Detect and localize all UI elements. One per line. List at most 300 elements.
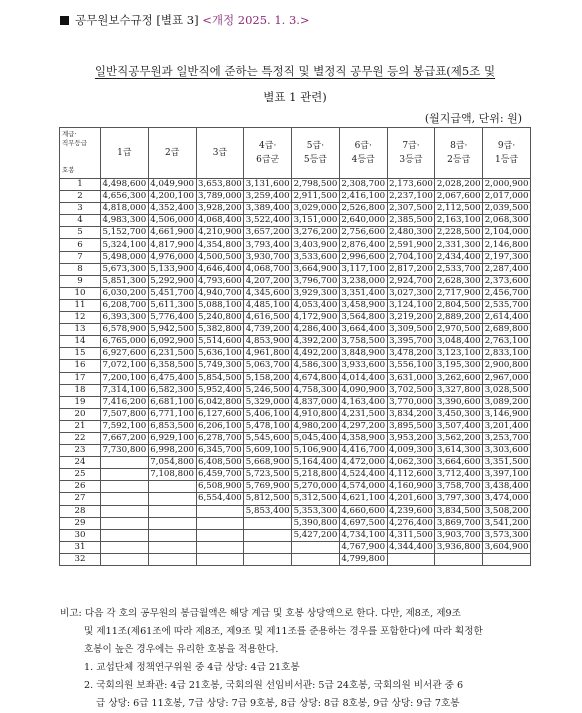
column-header: 1급 — [101, 128, 149, 179]
salary-cell — [196, 553, 244, 565]
salary-cell: 4,961,800 — [244, 348, 292, 360]
salary-cell — [196, 517, 244, 529]
salary-cell: 2,112,500 — [435, 203, 483, 215]
table-row — [60, 396, 531, 408]
salary-cell: 4,160,900 — [387, 481, 435, 493]
table-row — [60, 348, 531, 360]
unit-label: (월지급액, 단위: 원) — [424, 112, 522, 125]
salary-cell: 5,270,000 — [292, 481, 340, 493]
salary-cell: 3,262,600 — [435, 372, 483, 384]
step-cell: 20 — [60, 408, 101, 420]
salary-cell: 4,574,000 — [339, 481, 387, 493]
salary-cell: 4,646,400 — [196, 263, 244, 275]
column-header: 6급· 4등급 — [339, 128, 387, 179]
salary-cell: 4,090,900 — [339, 384, 387, 396]
salary-cell: 6,408,500 — [196, 457, 244, 469]
salary-cell: 5,427,200 — [292, 529, 340, 541]
salary-cell: 3,664,400 — [339, 324, 387, 336]
salary-cell: 3,131,600 — [244, 179, 292, 191]
salary-cell: 5,218,800 — [292, 469, 340, 481]
salary-cell: 5,133,900 — [148, 263, 196, 275]
salary-cell: 3,604,900 — [483, 541, 531, 553]
remarks-item-1: 1. 교섭단체 정책연구위원 중 4급 상당: 4급 21호봉 — [84, 662, 300, 673]
salary-cell: 6,927,600 — [101, 348, 149, 360]
salary-cell — [101, 457, 149, 469]
salary-cell: 4,472,000 — [339, 457, 387, 469]
salary-cell: 3,848,900 — [339, 348, 387, 360]
salary-cell: 3,928,200 — [196, 203, 244, 215]
salary-cell: 6,929,100 — [148, 432, 196, 444]
salary-cell: 5,406,100 — [244, 408, 292, 420]
step-cell: 14 — [60, 336, 101, 348]
salary-cell: 2,287,400 — [483, 263, 531, 275]
salary-cell: 6,582,300 — [148, 384, 196, 396]
step-cell: 15 — [60, 348, 101, 360]
salary-cell: 5,609,100 — [244, 445, 292, 457]
salary-cell: 4,616,500 — [244, 312, 292, 324]
table-row — [60, 251, 531, 263]
salary-cell: 3,556,100 — [387, 360, 435, 372]
step-cell: 16 — [60, 360, 101, 372]
salary-cell: 3,508,200 — [483, 505, 531, 517]
salary-cell: 3,450,300 — [435, 408, 483, 420]
salary-cell: 6,998,200 — [148, 445, 196, 457]
salary-cell: 4,201,600 — [387, 493, 435, 505]
step-cell: 3 — [60, 203, 101, 215]
salary-cell: 2,017,000 — [483, 191, 531, 203]
salary-cell: 7,416,200 — [101, 396, 149, 408]
salary-cell: 2,535,700 — [483, 299, 531, 311]
salary-cell: 4,276,400 — [387, 517, 435, 529]
salary-cell: 6,206,100 — [196, 420, 244, 432]
salary-cell: 3,758,700 — [435, 481, 483, 493]
step-cell: 9 — [60, 275, 101, 287]
salary-cell: 3,195,300 — [435, 360, 483, 372]
salary-cell: 3,507,400 — [435, 420, 483, 432]
salary-cell: 4,940,700 — [196, 287, 244, 299]
salary-cell: 4,818,000 — [101, 203, 149, 215]
salary-cell: 4,660,600 — [339, 505, 387, 517]
table-row — [60, 517, 531, 529]
salary-cell: 7,054,800 — [148, 457, 196, 469]
step-cell: 7 — [60, 251, 101, 263]
table-row — [60, 372, 531, 384]
salary-cell: 2,000,900 — [483, 179, 531, 191]
salary-cell — [387, 553, 435, 565]
salary-cell: 3,789,000 — [196, 191, 244, 203]
salary-cell: 2,067,600 — [435, 191, 483, 203]
document-header — [60, 12, 310, 28]
salary-cell: 4,345,600 — [244, 287, 292, 299]
table-row — [60, 287, 531, 299]
salary-cell: 3,124,100 — [387, 299, 435, 311]
salary-cell: 3,933,600 — [339, 360, 387, 372]
salary-cell: 2,640,000 — [339, 215, 387, 227]
salary-cell: 4,344,400 — [387, 541, 435, 553]
salary-cell: 3,930,700 — [244, 251, 292, 263]
square-bullet-icon — [60, 16, 69, 25]
salary-cell: 2,704,100 — [387, 251, 435, 263]
table-row — [60, 408, 531, 420]
salary-cell: 7,730,800 — [101, 445, 149, 457]
salary-cell: 4,656,300 — [101, 191, 149, 203]
column-header: 3급 — [196, 128, 244, 179]
salary-cell — [101, 493, 149, 505]
table-row — [60, 529, 531, 541]
salary-cell: 3,522,400 — [244, 215, 292, 227]
salary-cell: 4,163,400 — [339, 396, 387, 408]
salary-cell: 2,996,600 — [339, 251, 387, 263]
salary-cell: 3,796,700 — [292, 275, 340, 287]
salary-cell: 5,045,400 — [292, 432, 340, 444]
salary-cell: 4,068,700 — [244, 263, 292, 275]
salary-cell: 2,900,800 — [483, 360, 531, 372]
salary-cell: 3,397,100 — [483, 469, 531, 481]
salary-cell: 3,614,300 — [435, 445, 483, 457]
step-cell: 17 — [60, 372, 101, 384]
step-cell: 29 — [60, 517, 101, 529]
salary-cell: 6,459,700 — [196, 469, 244, 481]
salary-cell: 3,929,300 — [292, 287, 340, 299]
step-cell: 24 — [60, 457, 101, 469]
table-row — [60, 203, 531, 215]
salary-cell: 2,146,800 — [483, 239, 531, 251]
salary-cell: 5,451,700 — [148, 287, 196, 299]
salary-cell: 3,533,600 — [292, 251, 340, 263]
salary-cell — [483, 553, 531, 565]
salary-cell: 5,292,900 — [148, 275, 196, 287]
salary-cell: 3,631,000 — [387, 372, 435, 384]
salary-cell: 3,869,700 — [435, 517, 483, 529]
salary-cell: 4,586,300 — [292, 360, 340, 372]
column-header: 9급· 1등급 — [483, 128, 531, 179]
salary-cell: 3,238,000 — [339, 275, 387, 287]
step-cell: 12 — [60, 312, 101, 324]
salary-cell: 2,911,500 — [292, 191, 340, 203]
salary-cell — [196, 541, 244, 553]
salary-cell: 4,210,900 — [196, 227, 244, 239]
salary-cell: 6,475,400 — [148, 372, 196, 384]
table-row — [60, 191, 531, 203]
table-row — [60, 445, 531, 457]
salary-cell: 3,712,400 — [435, 469, 483, 481]
salary-cell: 3,770,000 — [387, 396, 435, 408]
salary-cell: 3,478,200 — [387, 348, 435, 360]
salary-cell: 4,793,600 — [196, 275, 244, 287]
salary-cell: 7,667,200 — [101, 432, 149, 444]
salary-cell: 4,014,400 — [339, 372, 387, 384]
table-row — [60, 263, 531, 275]
salary-cell: 2,237,100 — [387, 191, 435, 203]
table-row — [60, 481, 531, 493]
salary-cell — [101, 553, 149, 565]
salary-cell: 2,889,200 — [435, 312, 483, 324]
salary-cell: 3,562,200 — [435, 432, 483, 444]
salary-cell: 3,474,000 — [483, 493, 531, 505]
salary-cell: 3,458,900 — [339, 299, 387, 311]
remarks-lead: 비고: 다음 각 호의 공무원의 봉급월액은 해당 계급 및 호봉 상당액으로 한다. 다만, 제8조, 제9조 — [60, 608, 461, 619]
salary-cell: 4,492,200 — [292, 348, 340, 360]
table-row — [60, 541, 531, 553]
step-cell: 8 — [60, 263, 101, 275]
salary-cell: 2,967,000 — [483, 372, 531, 384]
salary-cell: 5,106,900 — [292, 445, 340, 457]
corner-cell — [60, 128, 101, 179]
salary-cell: 5,749,300 — [196, 360, 244, 372]
salary-cell: 3,089,200 — [483, 396, 531, 408]
step-cell: 21 — [60, 420, 101, 432]
salary-cell: 2,068,300 — [483, 215, 531, 227]
salary-cell: 2,197,300 — [483, 251, 531, 263]
remarks — [60, 605, 530, 713]
table-row — [60, 179, 531, 191]
salary-cell: 5,668,900 — [244, 457, 292, 469]
salary-cell — [292, 541, 340, 553]
salary-cell: 4,352,400 — [148, 203, 196, 215]
salary-cell: 5,324,100 — [101, 239, 149, 251]
salary-cell — [148, 553, 196, 565]
salary-cell: 3,758,500 — [339, 336, 387, 348]
salary-cell: 4,485,100 — [244, 299, 292, 311]
document-title — [60, 58, 530, 110]
salary-cell: 6,765,000 — [101, 336, 149, 348]
table-row — [60, 457, 531, 469]
salary-cell: 5,478,100 — [244, 420, 292, 432]
step-cell: 1 — [60, 179, 101, 191]
salary-cell: 4,053,400 — [292, 299, 340, 311]
salary-cell: 4,837,000 — [292, 396, 340, 408]
salary-cell: 6,208,700 — [101, 299, 149, 311]
salary-cell: 4,739,200 — [244, 324, 292, 336]
salary-cell: 4,799,800 — [339, 553, 387, 565]
salary-cell: 4,734,100 — [339, 529, 387, 541]
salary-cell: 3,390,600 — [435, 396, 483, 408]
corner-grade-label: 계급· 직무등급 — [62, 130, 88, 147]
salary-cell: 5,240,800 — [196, 312, 244, 324]
table-row — [60, 324, 531, 336]
salary-cell: 3,541,200 — [483, 517, 531, 529]
salary-cell: 5,246,500 — [244, 384, 292, 396]
salary-cell: 4,767,900 — [339, 541, 387, 553]
salary-cell: 6,508,900 — [196, 481, 244, 493]
table-row — [60, 360, 531, 372]
salary-cell — [196, 529, 244, 541]
salary-cell: 3,953,200 — [387, 432, 435, 444]
step-cell: 6 — [60, 239, 101, 251]
salary-cell: 2,533,700 — [435, 263, 483, 275]
salary-cell: 5,723,500 — [244, 469, 292, 481]
table-row — [60, 299, 531, 311]
salary-cell: 3,351,400 — [339, 287, 387, 299]
salary-cell: 5,312,500 — [292, 493, 340, 505]
salary-cell — [101, 505, 149, 517]
table-row — [60, 420, 531, 432]
step-cell: 2 — [60, 191, 101, 203]
salary-cell: 3,146,900 — [483, 408, 531, 420]
salary-cell: 5,776,400 — [148, 312, 196, 324]
column-header: 7급· 3등급 — [387, 128, 435, 179]
salary-cell: 4,286,400 — [292, 324, 340, 336]
salary-cell: 2,307,500 — [387, 203, 435, 215]
salary-cell: 2,628,300 — [435, 275, 483, 287]
salary-cell — [148, 481, 196, 493]
salary-cell — [435, 553, 483, 565]
remarks-item-2: 2. 국회의원 보좌관: 4급 21호봉, 국회의원 선임비서관: 5급 24호봉, 국회의원 비서관 중 6 — [84, 680, 464, 691]
salary-cell: 3,029,000 — [292, 203, 340, 215]
table-row — [60, 469, 531, 481]
salary-cell: 3,276,200 — [292, 227, 340, 239]
table-row — [60, 227, 531, 239]
salary-cell: 6,771,100 — [148, 408, 196, 420]
table-row — [60, 239, 531, 251]
salary-cell: 6,092,900 — [148, 336, 196, 348]
salary-cell: 6,578,900 — [101, 324, 149, 336]
salary-cell: 6,042,800 — [196, 396, 244, 408]
table-row — [60, 553, 531, 565]
salary-cell: 6,681,100 — [148, 396, 196, 408]
salary-cell: 3,151,000 — [292, 215, 340, 227]
step-cell: 5 — [60, 227, 101, 239]
salary-cell: 2,614,400 — [483, 312, 531, 324]
salary-cell — [101, 541, 149, 553]
column-header: 4급· 6급군 — [244, 128, 292, 179]
salary-cell: 3,438,400 — [483, 481, 531, 493]
salary-cell: 3,702,500 — [387, 384, 435, 396]
salary-cell: 4,910,800 — [292, 408, 340, 420]
salary-cell: 5,942,500 — [148, 324, 196, 336]
salary-cell: 4,112,600 — [387, 469, 435, 481]
step-cell: 18 — [60, 384, 101, 396]
salary-cell: 2,526,800 — [339, 203, 387, 215]
salary-cell: 2,228,500 — [435, 227, 483, 239]
salary-cell: 4,062,300 — [387, 457, 435, 469]
salary-cell: 2,591,900 — [387, 239, 435, 251]
salary-cell: 2,028,200 — [435, 179, 483, 191]
salary-cell: 6,278,700 — [196, 432, 244, 444]
salary-cell: 4,758,300 — [292, 384, 340, 396]
step-cell: 28 — [60, 505, 101, 517]
salary-cell: 6,554,400 — [196, 493, 244, 505]
salary-cell: 5,673,300 — [101, 263, 149, 275]
salary-cell: 5,063,700 — [244, 360, 292, 372]
salary-cell: 7,314,100 — [101, 384, 149, 396]
salary-cell: 5,545,600 — [244, 432, 292, 444]
table-row — [60, 215, 531, 227]
salary-cell: 3,793,400 — [244, 239, 292, 251]
salary-cell — [244, 517, 292, 529]
salary-cell: 5,611,300 — [148, 299, 196, 311]
column-header: 8급· 2등급 — [435, 128, 483, 179]
salary-cell: 2,039,500 — [483, 203, 531, 215]
salary-cell: 4,354,800 — [196, 239, 244, 251]
salary-cell: 4,976,000 — [148, 251, 196, 263]
remarks-item-2b: 급 상당: 6급 11호봉, 7급 상당: 7급 9호봉, 8급 상당: 8급 8호봉, 9급 상당: 9급 7호봉 — [96, 698, 460, 709]
title-line-2: 별표 1 관련) — [263, 90, 327, 104]
salary-cell: 6,345,700 — [196, 445, 244, 457]
salary-cell: 6,393,300 — [101, 312, 149, 324]
salary-cell — [196, 505, 244, 517]
salary-cell: 3,219,200 — [387, 312, 435, 324]
salary-cell — [101, 481, 149, 493]
salary-cell: 5,812,500 — [244, 493, 292, 505]
salary-cell: 5,329,000 — [244, 396, 292, 408]
salary-cell: 5,164,400 — [292, 457, 340, 469]
salary-cell: 6,853,500 — [148, 420, 196, 432]
salary-cell: 2,763,100 — [483, 336, 531, 348]
salary-cell: 2,717,900 — [435, 287, 483, 299]
salary-cell: 4,231,500 — [339, 408, 387, 420]
salary-cell: 6,231,500 — [148, 348, 196, 360]
salary-cell: 2,970,500 — [435, 324, 483, 336]
salary-cell: 3,351,500 — [483, 457, 531, 469]
table-row — [60, 493, 531, 505]
step-cell: 19 — [60, 396, 101, 408]
table-row — [60, 275, 531, 287]
salary-cell — [101, 469, 149, 481]
salary-cell: 4,661,900 — [148, 227, 196, 239]
salary-cell: 2,308,700 — [339, 179, 387, 191]
salary-cell: 4,697,500 — [339, 517, 387, 529]
salary-cell: 4,621,100 — [339, 493, 387, 505]
salary-cell: 2,756,600 — [339, 227, 387, 239]
salary-cell: 7,507,800 — [101, 408, 149, 420]
salary-cell: 4,207,200 — [244, 275, 292, 287]
salary-cell: 4,980,200 — [292, 420, 340, 432]
salary-cell: 3,395,700 — [387, 336, 435, 348]
salary-cell: 4,674,800 — [292, 372, 340, 384]
salary-cell: 4,983,300 — [101, 215, 149, 227]
salary-cell: 4,311,500 — [387, 529, 435, 541]
salary-cell: 7,592,100 — [101, 420, 149, 432]
step-cell: 26 — [60, 481, 101, 493]
salary-cell: 2,480,300 — [387, 227, 435, 239]
salary-cell: 4,068,400 — [196, 215, 244, 227]
salary-cell: 3,664,600 — [435, 457, 483, 469]
remarks-lead-2: 및 제11조(제61조에 따라 제8조, 제9조 및 제11조를 준용하는 경우를 포함한다)에 따라 획정한 — [84, 626, 483, 637]
salary-cell: 5,382,800 — [196, 324, 244, 336]
column-header: 2급 — [148, 128, 196, 179]
salary-cell: 5,390,800 — [292, 517, 340, 529]
salary-cell: 4,500,500 — [196, 251, 244, 263]
salary-cell: 4,200,100 — [148, 191, 196, 203]
salary-cell: 4,416,700 — [339, 445, 387, 457]
salary-cell: 3,573,300 — [483, 529, 531, 541]
step-cell: 4 — [60, 215, 101, 227]
salary-cell: 3,303,600 — [483, 445, 531, 457]
salary-cell — [148, 505, 196, 517]
salary-cell: 4,853,900 — [244, 336, 292, 348]
salary-cell: 2,924,700 — [387, 275, 435, 287]
salary-cell — [244, 529, 292, 541]
salary-cell: 2,689,800 — [483, 324, 531, 336]
salary-cell: 3,253,700 — [483, 432, 531, 444]
salary-cell — [148, 529, 196, 541]
salary-cell: 3,834,200 — [387, 408, 435, 420]
salary-cell: 5,853,400 — [244, 505, 292, 517]
salary-cell: 5,514,600 — [196, 336, 244, 348]
step-cell: 10 — [60, 287, 101, 299]
salary-cell: 4,506,000 — [148, 215, 196, 227]
column-header: 5급· 5등급 — [292, 128, 340, 179]
salary-cell: 3,664,900 — [292, 263, 340, 275]
step-cell: 27 — [60, 493, 101, 505]
salary-cell: 2,173,600 — [387, 179, 435, 191]
salary-cell: 2,104,000 — [483, 227, 531, 239]
salary-cell: 3,117,100 — [339, 263, 387, 275]
salary-cell: 4,239,600 — [387, 505, 435, 517]
salary-cell: 7,072,100 — [101, 360, 149, 372]
salary-table — [59, 127, 531, 566]
